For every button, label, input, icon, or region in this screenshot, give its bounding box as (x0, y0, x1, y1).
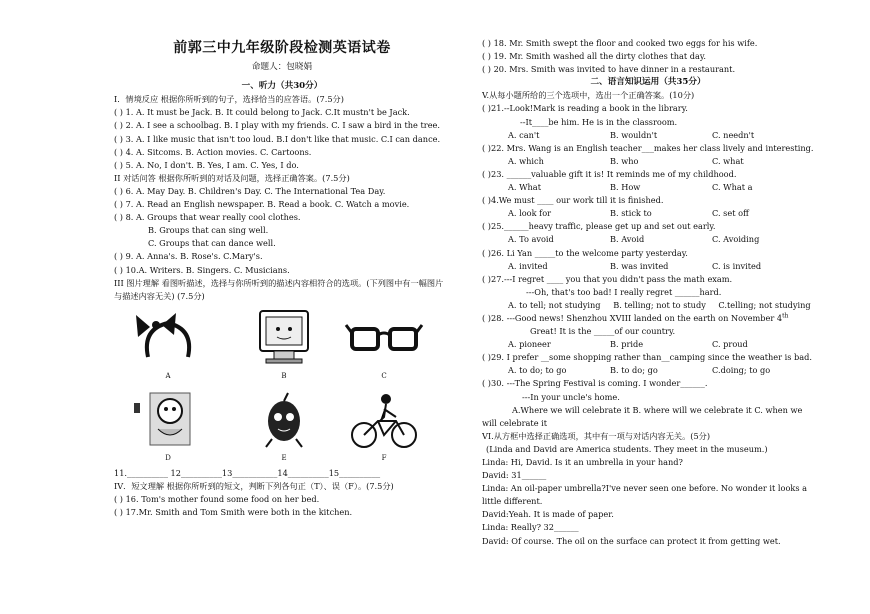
picture-c (344, 307, 424, 380)
question-28 (482, 312, 814, 325)
question-28-options (482, 338, 814, 351)
option-a: A. What (508, 182, 541, 193)
option-b: B. wouldn't (610, 129, 658, 140)
page-title: 前郭三中九年级阶段检测英语试卷 (173, 40, 391, 56)
computer-monitor-icon (244, 307, 324, 373)
question-28-text: ( )28. ---Good news! Shenzhou XVIII landed on the earth on November 4 (482, 312, 783, 323)
option-b: B. How (610, 182, 641, 193)
part3-heading: III 图片理解 看图听描述，选择与你所听到的描述内容相符合的选项。(下列图中有一幅图片与描述内容无关) (7.5分) (114, 277, 444, 301)
bicycle-rider-icon (344, 389, 424, 455)
option-a: A. to do; to go (508, 365, 567, 376)
option-b: B. Avoid (610, 234, 645, 245)
question-25: ( )25.______heavy traffic, please get up and set out early. (482, 221, 716, 232)
question-28-reply: Great! It is the _____of our country. (530, 326, 676, 337)
question-27: ( )27.---I regret ____ you that you didn't pass the math exam. (482, 273, 733, 284)
fruit-character-icon (244, 389, 324, 455)
option-b: B. was invited (610, 260, 669, 271)
glasses-icon (344, 307, 424, 373)
question-30-reply: ---In your uncle's home. (522, 391, 620, 402)
question-8-option-c: C. Groups that can dance well. (148, 238, 276, 249)
picture-b-label: B (281, 371, 287, 380)
option-b: B. telling; not to study (613, 299, 706, 310)
question-3: ( ) 3. A. I like music that isn't too loud. B.I don't like that music. C.I can dance. (114, 133, 441, 144)
cartoon-character-icon (128, 389, 208, 455)
option-c: C.telling; not studying (718, 299, 811, 310)
part3-answer-line: 11.__________ 12__________13___________14__________15__________ (114, 467, 381, 478)
option-c: C. set off (712, 208, 749, 219)
question-2: ( ) 2. A. I see a schoolbag. B. I play with my friends. C. I saw a bird in the tree. (114, 120, 441, 131)
part2-heading: II 对话问答 根据你所听到的对话及问题，选择正确答案。(7.5分) (114, 172, 350, 183)
section-listening-heading: 一、听力（共30分） (241, 81, 323, 92)
option-c: C. needn't (712, 129, 755, 140)
option-b: B. who (610, 155, 639, 166)
question-20: ( ) 20. Mrs. Smith was invited to have dinner in a restaurant. (482, 64, 736, 75)
picture-c-label: C (381, 371, 387, 380)
picture-a-label: A (165, 371, 171, 380)
option-c: C. proud (712, 339, 748, 350)
question-27-options (482, 299, 814, 312)
picture-grid (114, 305, 450, 467)
option-a: A. which (508, 155, 544, 166)
question-22: ( )22. Mrs. Wang is an English teacher___makes her class lively and interesting. (482, 142, 814, 153)
question-6: ( ) 6. A. May Day. B. Children's Day. C. The International Tea Day. (114, 185, 386, 196)
part1-heading: I．情境反应 根据你所听到的句子，选择恰当的应答语。(7.5分) (114, 94, 344, 105)
question-21-reply: --It____be him. He is in the classroom. (520, 116, 678, 127)
picture-d (128, 389, 208, 462)
dialogue-line-1: Linda: Hi, David. Is it an umbrella in your hand? (482, 457, 683, 467)
option-c: C.doing; to go (712, 365, 771, 376)
option-b: B. stick to (610, 208, 652, 219)
question-17: ( ) 17.Mr. Smith and Tom Smith were both in the kitchen. (114, 507, 353, 518)
dialogue-line-4: David:Yeah. It is made of paper. (482, 509, 614, 520)
part6-heading: VI.从方框中选择正确选项，其中有一项与对话内容无关。(5分) (482, 430, 711, 441)
option-b: B. pride (610, 339, 644, 350)
picture-e (244, 389, 324, 462)
option-c: C. is invited (712, 260, 762, 271)
section-language-heading: 二、语言知识运用（共35分） (590, 77, 706, 88)
right-column (482, 37, 814, 548)
question-24-options (482, 207, 814, 220)
part6-intro: (Linda and David are America students. They meet in the museum.) (486, 443, 768, 454)
dialogue-line-3: Linda: An oil-paper umbrella?I've never seen one before. No wonder it looks a little different. (482, 483, 808, 507)
question-9: ( ) 9. A. Anna's. B. Rose's. C.Mary's. (114, 251, 263, 262)
question-26-options (482, 260, 814, 273)
question-19: ( ) 19. Mr. Smith washed all the dirty clothes that day. (482, 51, 706, 62)
question-27-reply: ---Oh, that's too bad! I really regret ______hard. (526, 286, 722, 297)
option-a: A. To avoid (508, 234, 554, 245)
question-8-option-b: B. Groups that can sing well. (148, 225, 269, 236)
picture-b (244, 307, 324, 380)
question-1: ( ) 1. A. It must be Jack. B. It could belong to Jack. C.It mustn't be Jack. (114, 107, 410, 118)
question-10: ( ) 10.A. Writers. B. Singers. C. Musicians. (114, 264, 290, 275)
question-21-options (482, 129, 814, 142)
option-b: B. to do; go (610, 365, 658, 376)
question-4: ( ) 4. A. Sitcoms. B. Action movies. C. Cartoons. (114, 146, 312, 157)
question-25-options (482, 233, 814, 246)
option-a: A. look for (508, 208, 552, 219)
question-16: ( ) 16. Tom's mother found some food on her bed. (114, 493, 320, 504)
option-a: A. pioneer (508, 339, 551, 350)
part5-heading: V.从每小题所给的三个选项中，选出一个正确答案。(10分) (482, 90, 695, 101)
question-23: ( )23. ______valuable gift it is! It reminds me of my childhood. (482, 168, 737, 179)
question-21: ( )21.--Look!Mark is reading a book in the library. (482, 103, 688, 114)
option-a: A. can't (508, 129, 540, 140)
dialogue-line-2: David: 31______ (482, 470, 547, 481)
question-18: ( ) 18. Mr. Smith swept the floor and cooked two eggs for his wife. (482, 38, 758, 48)
question-29-options (482, 364, 814, 377)
dialogue-line-6: David: Of course. The oil on the surface can protect it from getting wet. (482, 535, 781, 546)
left-column (114, 0, 450, 519)
picture-a (128, 307, 208, 380)
question-29: ( )29. I prefer __some shopping rather than__camping since the weather is bad. (482, 352, 813, 363)
headband-bow-icon (128, 307, 208, 373)
picture-e-label: E (281, 453, 287, 462)
question-30: ( )30. ---The Spring Festival is coming. I wonder______. (482, 378, 708, 389)
question-8: ( ) 8. A. Groups that wear really cool clothes. (114, 212, 301, 223)
part4-heading: IV．短文理解 根据你所听到的短文，判断下列各句正（T）、误（F）。(7.5分) (114, 480, 394, 491)
picture-d-label: D (165, 453, 171, 462)
question-24: ( )4.We must ____ our work till it is finished. (482, 195, 664, 206)
question-22-options (482, 155, 814, 168)
question-5: ( ) 5. A. No, I don't. B. Yes, I am. C. Yes, I do. (114, 159, 299, 170)
dialogue-line-5: Linda: Really? 32______ (482, 522, 579, 533)
picture-f-label: F (381, 453, 387, 462)
option-a: A. to tell; not studying (508, 299, 601, 310)
option-c: C. What a (712, 182, 753, 193)
question-7: ( ) 7. A. Read an English newspaper. B. Read a book. C. Watch a movie. (114, 199, 410, 210)
question-26: ( )26. Li Yan _____to the welcome party yesterday. (482, 247, 688, 258)
question-28-superscript: th (782, 312, 789, 320)
option-c: C. Avoiding (712, 234, 760, 245)
option-a: A. invited (508, 260, 548, 271)
question-23-options (482, 181, 814, 194)
question-30-options: A.Where we will celebrate it B. where will we celebrate it C. when we will celebrate it (482, 404, 803, 428)
author-line: 命题人：包晓娟 (251, 62, 313, 73)
option-c: C. what (712, 155, 744, 166)
picture-f (344, 389, 424, 462)
